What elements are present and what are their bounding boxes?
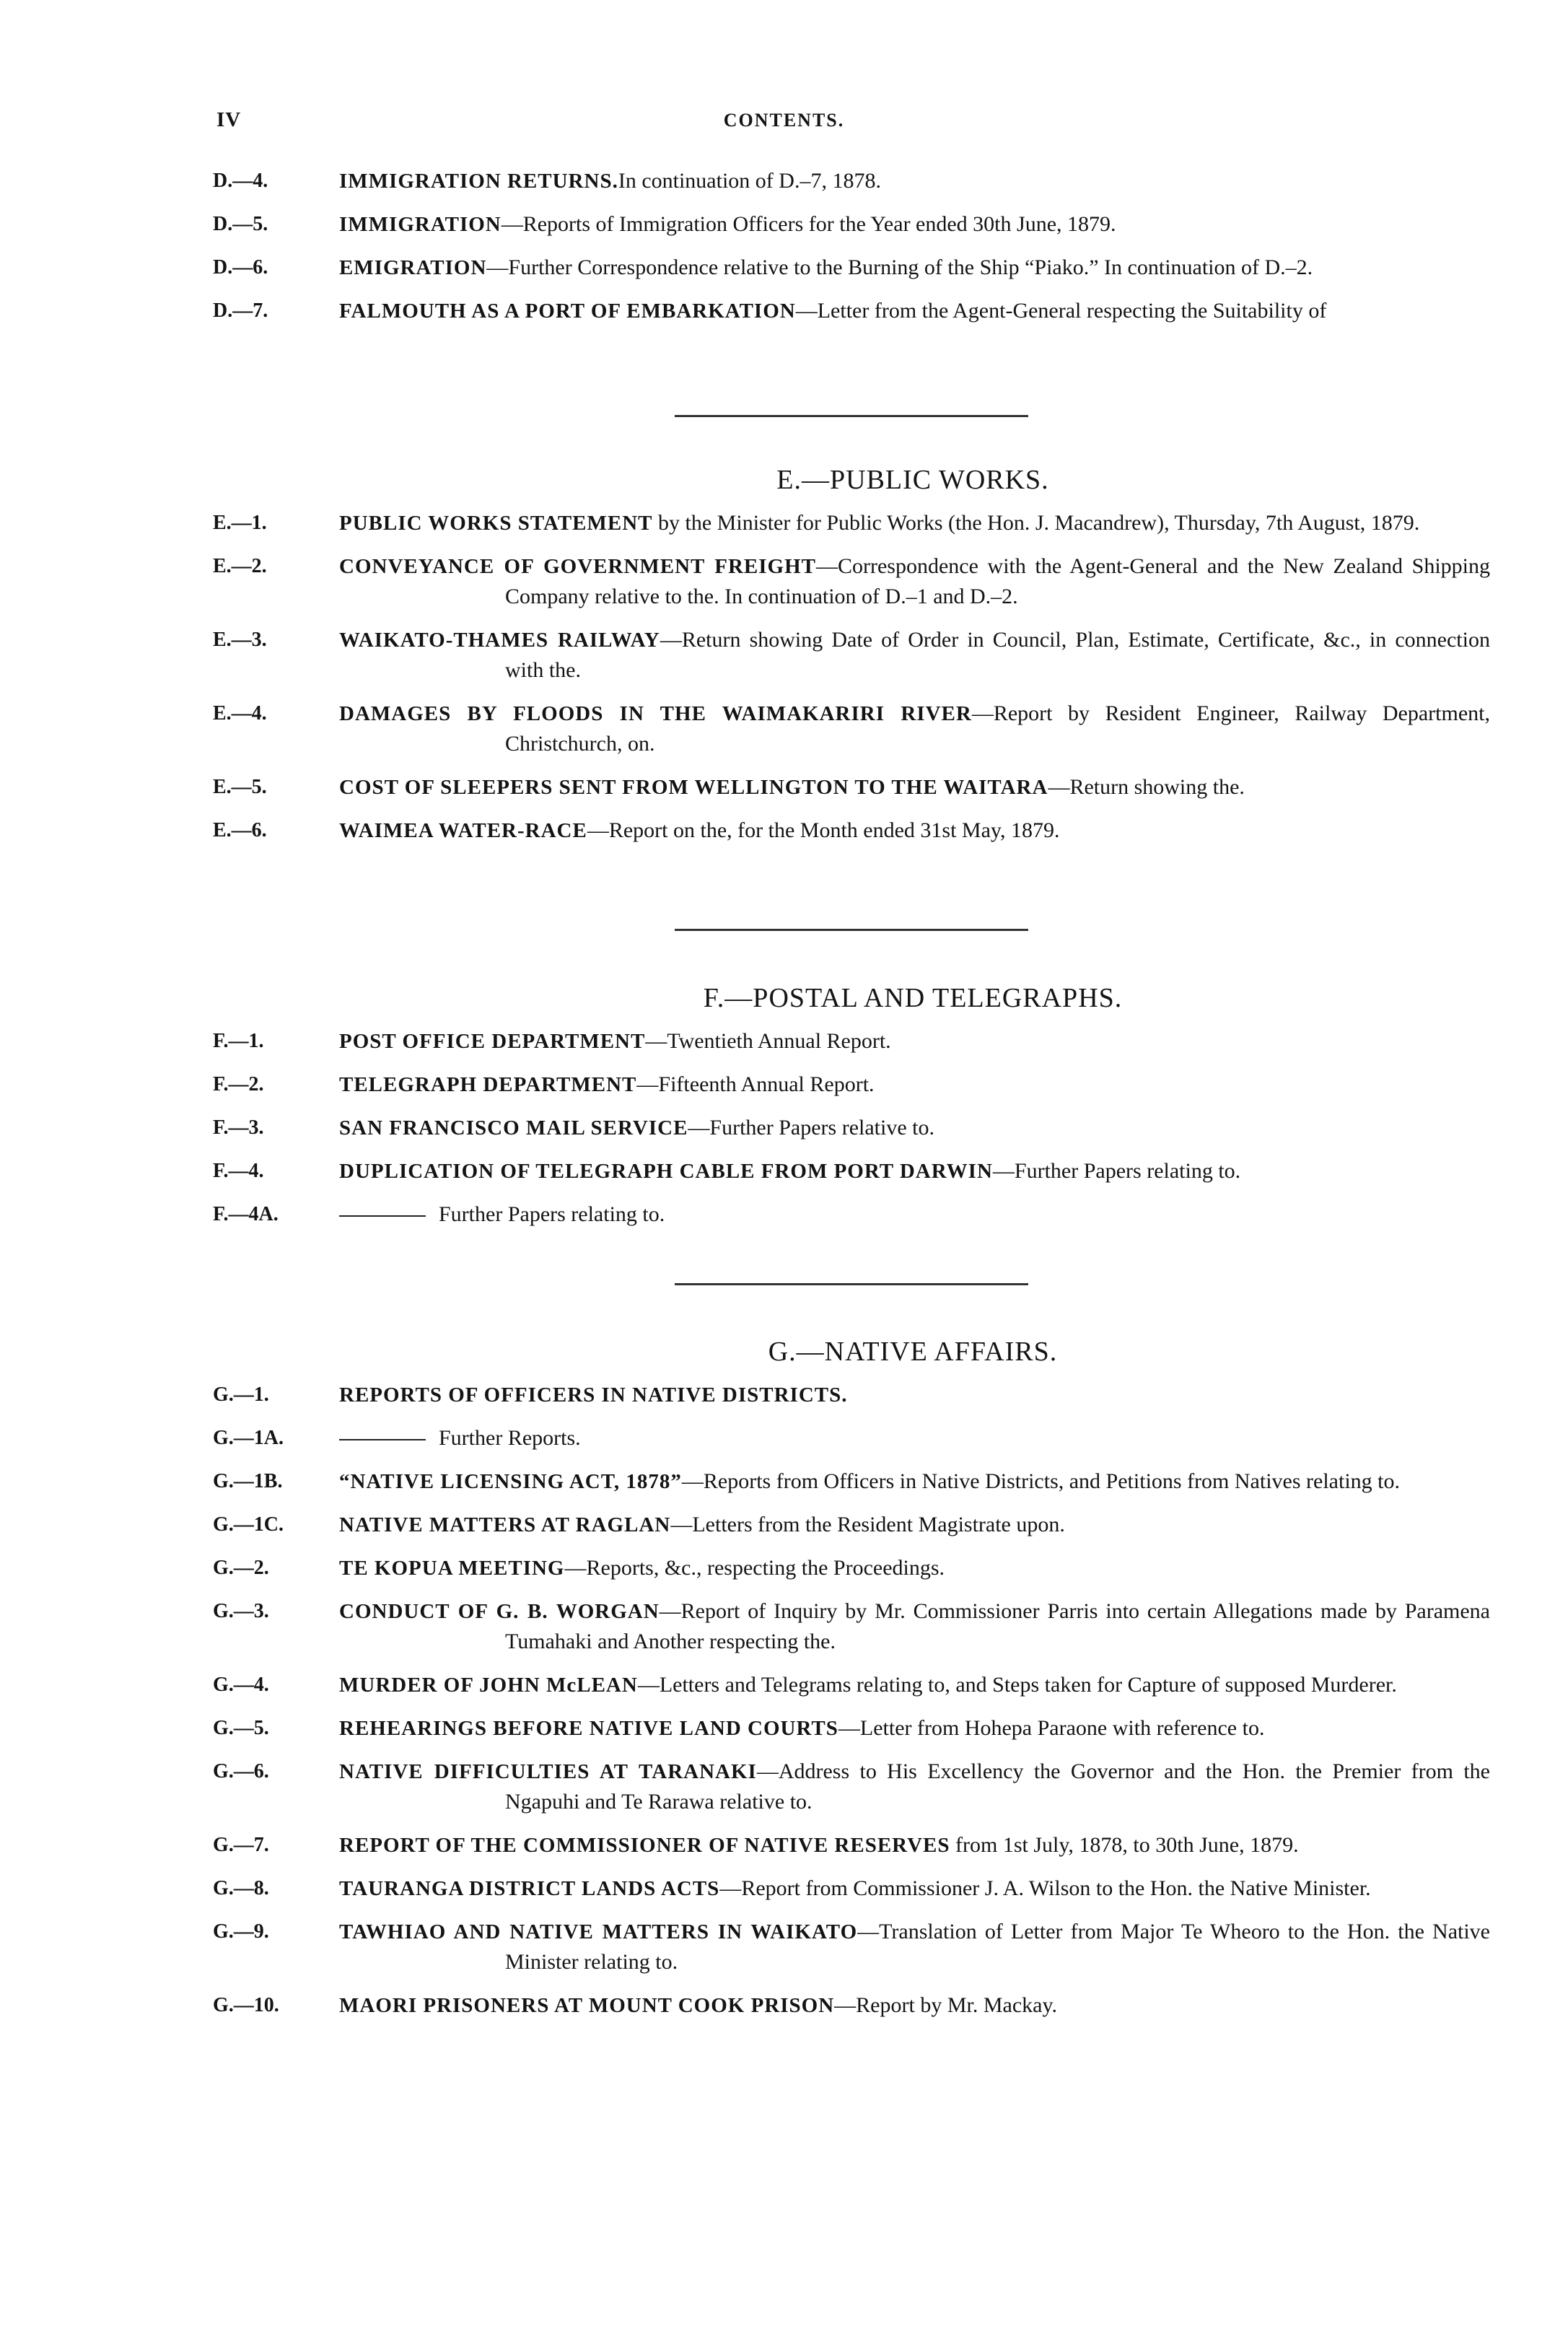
contents-entry [213, 1466, 1490, 1497]
entry-detail: by the Minister for Public Works (the Hon. J. Macandrew), Thursday, 7th August, 1879. [652, 511, 1420, 535]
paper-code: G.—10. [213, 1994, 279, 2016]
contents-entry [213, 1070, 1490, 1100]
contents-entry [213, 1510, 1490, 1540]
entry-text [339, 1026, 1490, 1057]
section-divider [675, 929, 1028, 931]
entry-subject: NATIVE DIFFICULTIES AT TARANAKI [339, 1760, 757, 1783]
section-d [213, 166, 1490, 339]
paper-code: G.—1C. [213, 1513, 284, 1536]
paper-code: F.—3. [213, 1116, 264, 1139]
contents-entry [213, 625, 1490, 686]
entry-detail: —Letters from the Resident Magistrate upon. [670, 1513, 1065, 1536]
entry-subject: REPORT OF THE COMMISSIONER OF NATIVE RESERVES [339, 1834, 950, 1857]
contents-entry [213, 508, 1490, 538]
paper-code: E.—2. [213, 555, 267, 577]
contents-entry [213, 772, 1490, 803]
entry-text [339, 1917, 1490, 1977]
paper-code: G.—3. [213, 1600, 269, 1622]
contents-entry [213, 699, 1490, 759]
entry-text [339, 166, 1490, 196]
entry-text [339, 772, 1490, 803]
entry-text [339, 209, 1490, 240]
contents-entry [213, 1990, 1490, 2021]
paper-code: F.—2. [213, 1073, 264, 1096]
contents-entry [213, 1113, 1490, 1143]
contents-entry [213, 253, 1490, 283]
entry-text [339, 1113, 1490, 1143]
entry-detail: —Letter from the Agent-General respecting the Suitability of [795, 299, 1327, 323]
entry-subject: “NATIVE LICENSING ACT, 1878” [339, 1470, 682, 1493]
entry-detail: —Further Papers relative to. [688, 1116, 934, 1140]
entry-text [339, 551, 1490, 612]
paper-code: G.—5. [213, 1717, 269, 1739]
entry-text [339, 296, 1490, 326]
entry-subject: PUBLIC WORKS STATEMENT [339, 512, 653, 535]
paper-code: E.—4. [213, 702, 267, 725]
contents-entry [213, 815, 1490, 846]
paper-code: E.—6. [213, 819, 267, 841]
contents-entry [213, 1713, 1490, 1744]
entry-text [339, 699, 1490, 759]
entry-subject: WAIMEA WATER-RACE [339, 819, 587, 842]
running-head: CONTENTS. [723, 110, 845, 131]
entry-detail: —Address to His Excellency the Governor and the Hon. the Premier from the Ngapuhi and Te Rarawa relative to. [505, 1759, 1490, 1814]
contents-entry [213, 1199, 1490, 1230]
page-number: IV [216, 108, 242, 131]
entry-text [339, 1423, 1490, 1453]
section-title: G.—NATIVE AFFAIRS. [768, 1337, 1058, 1367]
entry-detail: —Reports, &c., respecting the Proceedings. [564, 1556, 945, 1580]
entry-detail: —Report by Resident Engineer, Railway Department, Christchurch, on. [505, 701, 1490, 756]
paper-code: G.—7. [213, 1834, 269, 1856]
entry-detail: Further Reports. [439, 1426, 581, 1450]
contents-entry [213, 166, 1490, 196]
contents-entry [213, 1917, 1490, 1977]
paper-code: D.—7. [213, 299, 268, 322]
entry-detail: —Reports of Immigration Officers for the Year ended 30th June, 1879. [501, 212, 1116, 236]
entry-list [213, 508, 1490, 846]
entry-detail: —Further Papers relating to. [992, 1159, 1241, 1183]
entry-subject: TELEGRAPH DEPARTMENT [339, 1073, 637, 1096]
paper-code: D.—4. [213, 170, 268, 192]
section-divider [675, 415, 1028, 417]
entry-detail: —Translation of Letter from Major Te Wheoro to the Hon. the Native Minister relating to. [505, 1920, 1490, 1974]
contents-entry [213, 1380, 1490, 1410]
paper-code: F.—4. [213, 1160, 264, 1182]
section-title: F.—POSTAL AND TELEGRAPHS. [703, 983, 1123, 1013]
entry-detail: —Correspondence with the Agent-General and the New Zealand Shipping Company relative to the. In continuation of D.–1 and D.–2. [505, 554, 1490, 608]
section-e [213, 462, 1490, 859]
entry-text [339, 1070, 1490, 1100]
entry-detail: —Return showing Date of Order in Council, Plan, Estimate, Certificate, &c., in connection with the. [505, 628, 1490, 682]
entry-text [339, 815, 1490, 846]
section-f [213, 980, 1490, 1243]
contents-entry [213, 1596, 1490, 1657]
paper-code: G.—1A. [213, 1427, 284, 1449]
paper-code: G.—1B. [213, 1470, 283, 1492]
contents-entry [213, 1423, 1490, 1453]
entry-subject: DUPLICATION OF TELEGRAPH CABLE FROM PORT DARWIN [339, 1160, 993, 1183]
entry-subject: REPORTS OF OFFICERS IN NATIVE DISTRICTS. [339, 1383, 848, 1407]
contents-entry [213, 296, 1490, 326]
entry-detail: from 1st July, 1878, to 30th June, 1879. [950, 1833, 1299, 1857]
entry-subject: FALMOUTH AS A PORT OF EMBARKATION [339, 299, 796, 323]
entry-detail: —Letters and Telegrams relating to, and Steps taken for Capture of supposed Murderer. [637, 1673, 1397, 1697]
paper-code: G.—4. [213, 1674, 269, 1696]
entry-detail: —Twentieth Annual Report. [645, 1029, 891, 1053]
paper-code: D.—6. [213, 256, 268, 279]
entry-text [339, 1510, 1490, 1540]
entry-detail: —Further Correspondence relative to the Burning of the Ship “Piako.” In continuation of D.–2. [486, 255, 1313, 279]
entry-text [339, 1156, 1490, 1186]
entry-subject: TE KOPUA MEETING [339, 1557, 565, 1580]
entry-text [339, 1990, 1490, 2021]
section-divider [675, 1283, 1028, 1285]
entry-text [339, 1199, 1490, 1230]
entry-subject: EMIGRATION [339, 256, 487, 279]
paper-code: F.—4A. [213, 1203, 279, 1225]
entry-text [339, 1830, 1490, 1860]
entry-list [213, 166, 1490, 326]
contents-entry [213, 1026, 1490, 1057]
entry-subject: COST OF SLEEPERS SENT FROM WELLINGTON TO THE WAITARA [339, 776, 1048, 799]
entry-detail: Further Papers relating to. [439, 1202, 665, 1226]
entry-subject: WAIKATO-THAMES RAILWAY [339, 629, 660, 652]
contents-entry [213, 1553, 1490, 1583]
contents-entry [213, 1757, 1490, 1817]
entry-list [213, 1380, 1490, 2021]
entry-subject: DAMAGES BY FLOODS IN THE WAIMAKARIRI RIVER [339, 702, 972, 725]
ditto-dash [339, 1439, 426, 1440]
paper-code: D.—5. [213, 213, 268, 235]
entry-detail: —Report from Commissioner J. A. Wilson to the Hon. the Native Minister. [719, 1876, 1371, 1900]
entry-text [339, 1713, 1490, 1744]
entry-subject: POST OFFICE DEPARTMENT [339, 1030, 646, 1053]
entry-text [339, 508, 1490, 538]
paper-code: E.—3. [213, 629, 267, 651]
entry-detail: —Report of Inquiry by Mr. Commissioner Parris into certain Allegations made by Paramena Tumahaki and Another respecting the. [505, 1599, 1490, 1653]
entry-detail: —Return showing the. [1048, 775, 1245, 799]
entry-subject: IMMIGRATION [339, 213, 502, 236]
entry-subject: MAORI PRISONERS AT MOUNT COOK PRISON [339, 1994, 835, 2017]
paper-code: E.—1. [213, 512, 267, 534]
entry-text [339, 1466, 1490, 1497]
paper-code: G.—6. [213, 1760, 269, 1783]
entry-text [339, 1670, 1490, 1700]
entry-detail: —Reports from Officers in Native Districts, and Petitions from Natives relating to. [681, 1469, 1400, 1493]
entry-detail: In continuation of D.–7, 1878. [618, 169, 881, 193]
entry-subject: TAWHIAO AND NATIVE MATTERS IN WAIKATO [339, 1920, 858, 1943]
entry-subject: NATIVE MATTERS AT RAGLAN [339, 1513, 671, 1536]
entry-subject: IMMIGRATION RETURNS. [339, 170, 618, 193]
entry-detail: —Report on the, for the Month ended 31st May, 1879. [587, 818, 1060, 842]
paper-code: G.—8. [213, 1877, 269, 1899]
entry-text [339, 1553, 1490, 1583]
contents-entry [213, 1156, 1490, 1186]
entry-detail: —Letter from Hohepa Paraone with reference to. [838, 1716, 1265, 1740]
entry-subject: CONVEYANCE OF GOVERNMENT FREIGHT [339, 555, 816, 578]
paper-code: F.—1. [213, 1030, 264, 1052]
entry-text [339, 1873, 1490, 1904]
entry-text [339, 1380, 1490, 1410]
entry-text [339, 1596, 1490, 1657]
entry-text [339, 253, 1490, 283]
contents-entry [213, 551, 1490, 612]
entry-subject: MURDER OF JOHN McLEAN [339, 1674, 638, 1697]
contents-entry [213, 1873, 1490, 1904]
entry-subject: REHEARINGS BEFORE NATIVE LAND COURTS [339, 1717, 838, 1740]
entry-detail: —Fifteenth Annual Report. [636, 1072, 875, 1096]
section-g [213, 1334, 1490, 2034]
entry-text [339, 625, 1490, 686]
contents-entry [213, 1830, 1490, 1860]
entry-detail: —Report by Mr. Mackay. [834, 1993, 1058, 2017]
contents-entry [213, 1670, 1490, 1700]
section-title: E.—PUBLIC WORKS. [776, 465, 1049, 495]
entry-text [339, 1757, 1490, 1817]
entry-subject: CONDUCT OF G. B. WORGAN [339, 1600, 660, 1623]
entry-subject: TAURANGA DISTRICT LANDS ACTS [339, 1877, 720, 1900]
paper-code: G.—1. [213, 1383, 269, 1406]
paper-code: G.—2. [213, 1557, 269, 1579]
ditto-dash [339, 1215, 426, 1217]
contents-entry [213, 209, 1490, 240]
entry-subject: SAN FRANCISCO MAIL SERVICE [339, 1116, 688, 1140]
entry-list [213, 1026, 1490, 1230]
paper-code: E.—5. [213, 776, 267, 798]
paper-code: G.—9. [213, 1920, 269, 1943]
